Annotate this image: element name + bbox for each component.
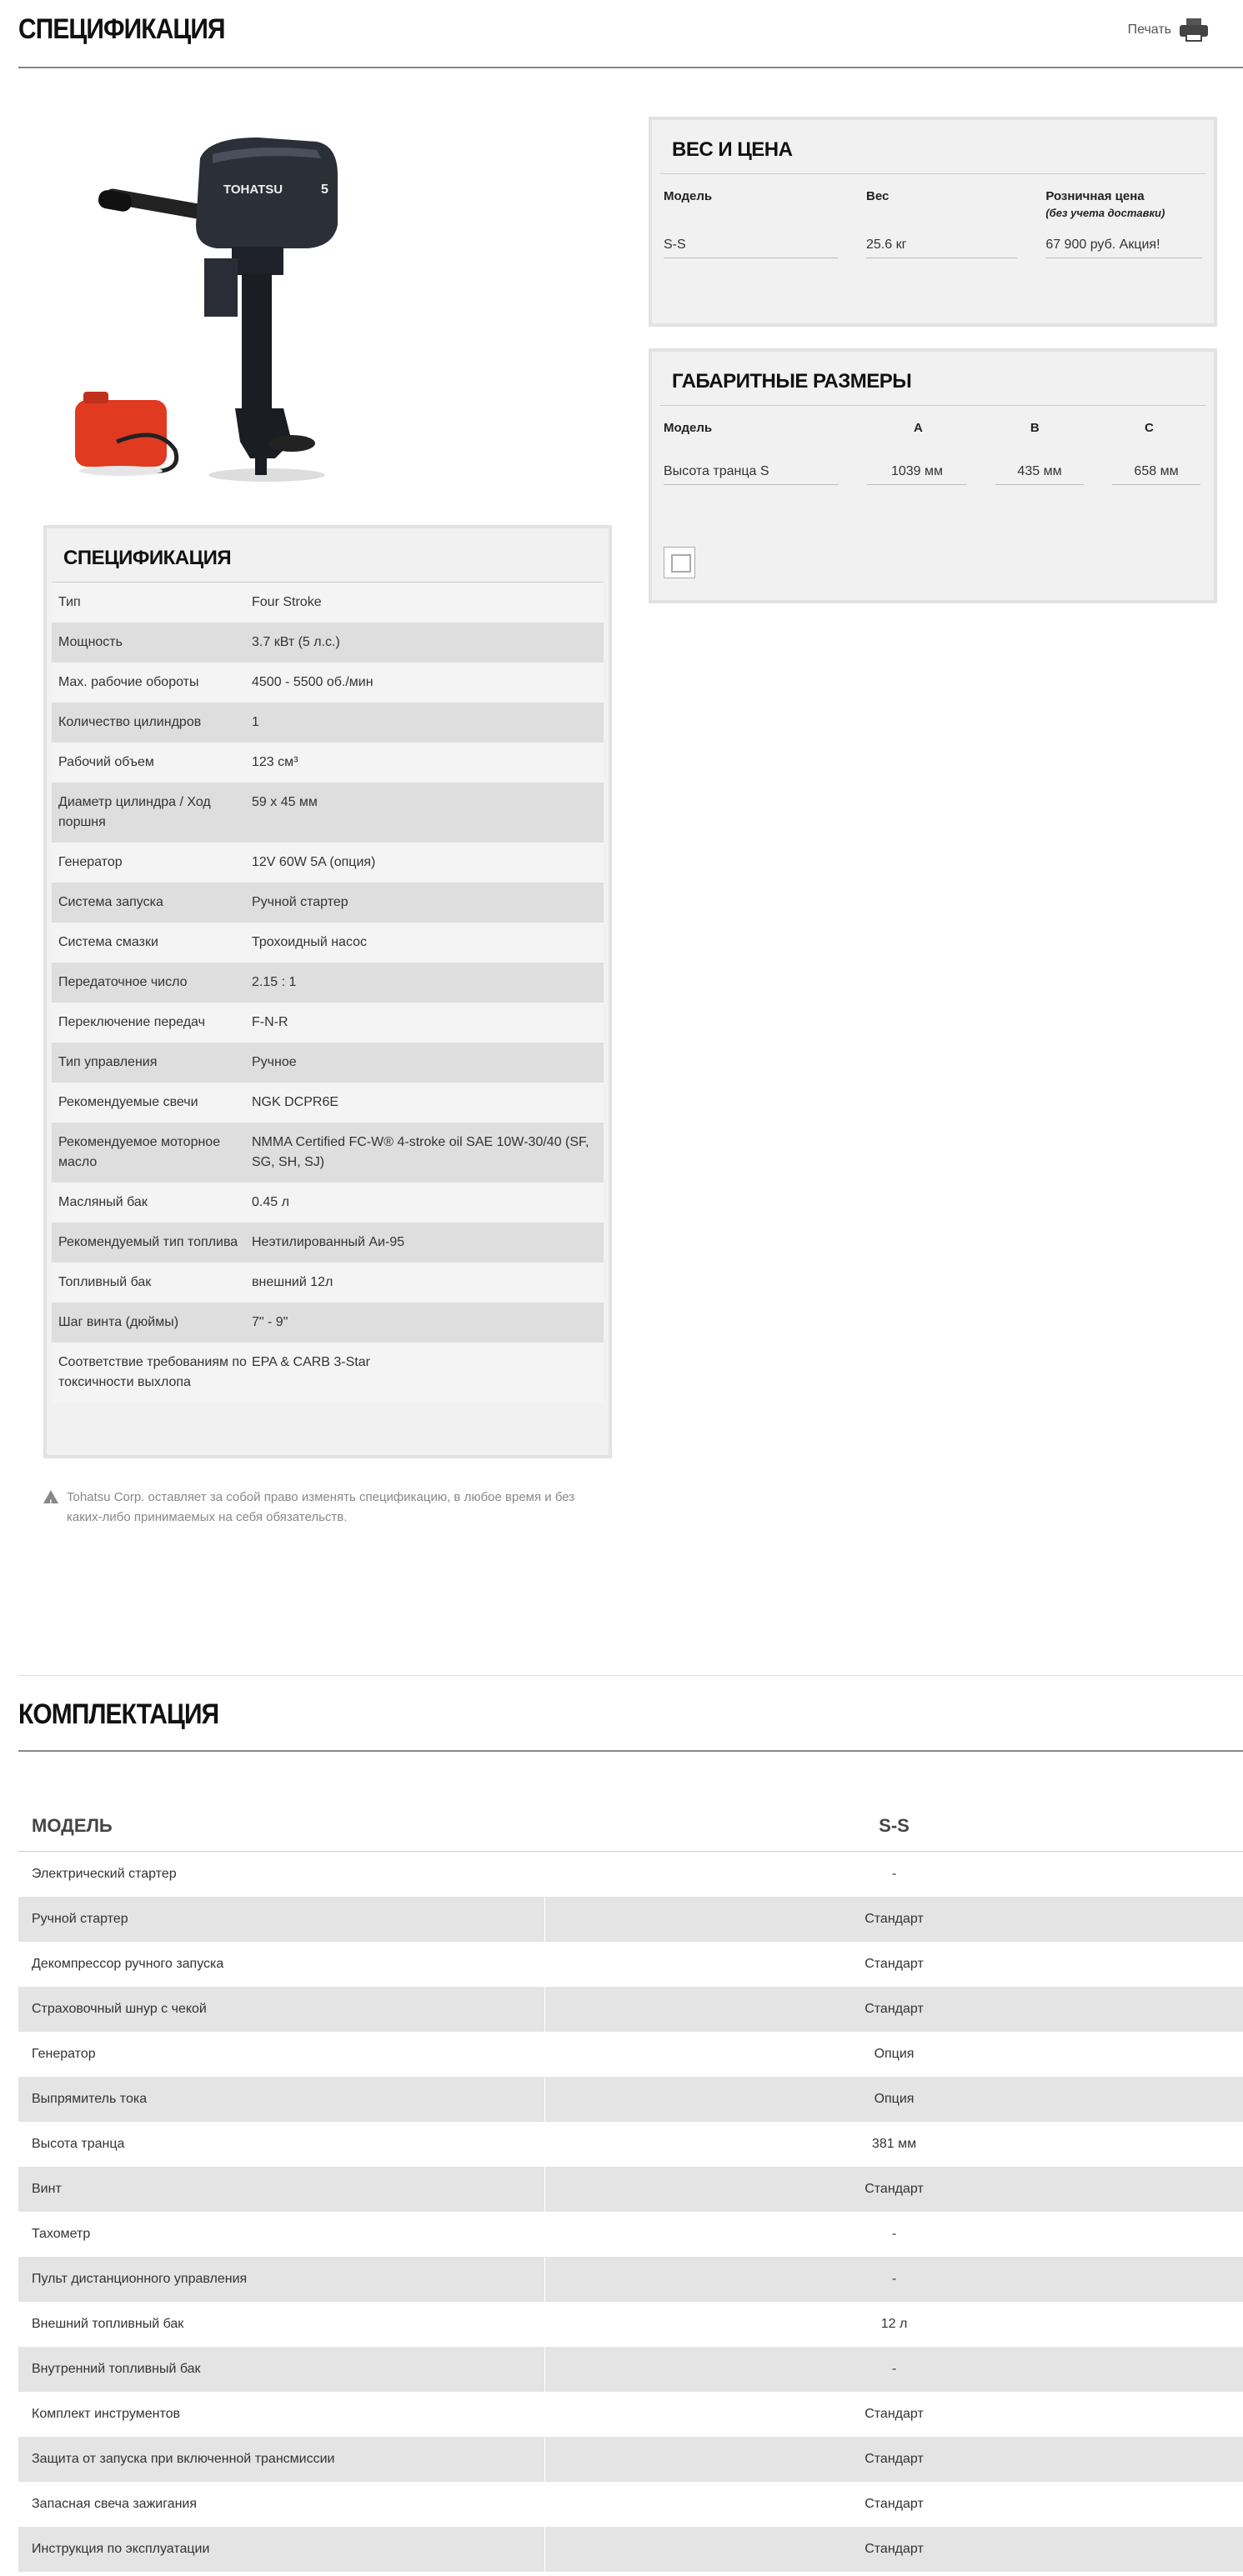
- dim-header-c: C: [1144, 421, 1154, 435]
- equipment-row: [18, 2347, 1243, 2392]
- spec-label: Количество цилиндров: [58, 715, 202, 729]
- weight-price-panel: [649, 117, 1217, 327]
- price-header-weight: Вес: [865, 189, 890, 203]
- dim-b-value: 435 мм: [995, 459, 1084, 485]
- spec-row: [52, 1343, 604, 1403]
- spec-row: [52, 1303, 604, 1343]
- equipment-header-value: S-S: [879, 1814, 910, 1836]
- dimensions-panel: [649, 348, 1217, 603]
- spec-row: [52, 843, 604, 883]
- spec-label: Рабочий объем: [58, 755, 154, 769]
- spec-label: Рекомендуемый тип топлива: [58, 1235, 238, 1249]
- equipment-title: КОМПЛЕКТАЦИЯ: [18, 1698, 219, 1730]
- equipment-value: Опция: [874, 2047, 915, 2061]
- dim-header-model: Модель: [664, 421, 713, 435]
- spec-row: [52, 623, 604, 663]
- equipment-value: 381 мм: [871, 2137, 917, 2151]
- dim-header-b: B: [1030, 421, 1040, 435]
- equipment-value: -: [891, 2362, 897, 2376]
- spec-label: Система смазки: [58, 935, 158, 949]
- equipment-table-header: [18, 1800, 1243, 1852]
- spec-row: [52, 1223, 604, 1263]
- equipment-row: [18, 2437, 1243, 2482]
- price-header-price: [1045, 174, 1202, 233]
- equipment-row: [18, 2302, 1243, 2347]
- spec-row: [52, 743, 604, 783]
- equipment-label: Запасная свеча зажигания: [32, 2497, 198, 2511]
- price-value: 67 900 руб. Акция!: [1045, 233, 1202, 258]
- equipment-row: [18, 1942, 1243, 1987]
- equipment-label: Инструкция по эксплуатации: [18, 2527, 545, 2572]
- dim-c-value: 658 мм: [1112, 459, 1200, 485]
- page-header: [18, 0, 1243, 68]
- equipment-label: Винт: [18, 2167, 545, 2212]
- spec-value: внешний 12л: [252, 1275, 333, 1289]
- equipment-label: Тахометр: [32, 2227, 91, 2241]
- spec-label: Система запуска: [58, 895, 163, 909]
- equipment-value: Стандарт: [865, 2542, 924, 2556]
- equipment-value: Стандарт: [865, 2497, 924, 2511]
- equipment-label: Высота транца: [32, 2137, 125, 2151]
- spec-label: Рекомендуемое моторное масло: [58, 1135, 221, 1169]
- spec-label: Топливный бак: [58, 1275, 152, 1289]
- spec-value: 1: [252, 715, 259, 729]
- warning-icon: !: [43, 1490, 58, 1503]
- equipment-header: [18, 1692, 1243, 1752]
- equipment-label: Страховочный шнур с чекой: [18, 1987, 545, 2032]
- equipment-table: [18, 1800, 1243, 2572]
- spec-row: [52, 583, 604, 623]
- equipment-row: [18, 2167, 1243, 2212]
- spec-label: Диаметр цилиндра / Ход поршня: [58, 795, 211, 829]
- price-weight-value: 25.6 кг: [866, 233, 1017, 258]
- dim-model-value: Высота транца S: [664, 459, 839, 485]
- spec-label: Тип управления: [58, 1055, 158, 1069]
- page-title: СПЕЦИФИКАЦИЯ: [18, 13, 225, 45]
- spec-label: Max. рабочие обороты: [58, 675, 199, 689]
- spec-label: Тип: [58, 595, 81, 609]
- spec-row: [52, 663, 604, 703]
- equipment-row: [18, 2122, 1243, 2167]
- price-header-sub: (без учета доставки): [1045, 207, 1165, 219]
- spec-value: 59 x 45 мм: [252, 795, 318, 809]
- spec-value: 7" - 9": [252, 1315, 288, 1329]
- print-label: Печать: [1127, 23, 1171, 37]
- equipment-row: [18, 2527, 1243, 2572]
- equipment-row: [18, 1897, 1243, 1942]
- spec-label: Рекомендуемые свечи: [58, 1095, 198, 1109]
- disclaimer: [43, 1488, 610, 1528]
- dimensions-title: ГАБАРИТНЫЕ РАЗМЕРЫ: [660, 352, 1205, 406]
- spec-table: [52, 583, 604, 1403]
- printer-icon: [1180, 18, 1208, 42]
- equipment-label: Генератор: [32, 2047, 96, 2061]
- spec-panel-title: СПЕЦИФИКАЦИЯ: [52, 528, 604, 583]
- equipment-row: [18, 2212, 1243, 2257]
- equipment-row: [18, 1987, 1243, 2032]
- spec-value: F-N-R: [252, 1015, 288, 1029]
- equipment-label: Пульт дистанционного управления: [18, 2257, 545, 2302]
- brand-mark: TOHATSU: [223, 183, 283, 197]
- spec-label: Мощность: [58, 635, 123, 649]
- equipment-row: [18, 2077, 1243, 2122]
- spec-value: 12V 60W 5A (опция): [252, 855, 376, 869]
- price-header-label: Розничная цена: [1045, 189, 1145, 203]
- spec-row: [52, 963, 604, 1003]
- equipment-label: Выпрямитель тока: [18, 2077, 545, 2122]
- spec-row: [52, 1263, 604, 1303]
- equipment-label: Ручной стартер: [18, 1897, 545, 1942]
- dim-a-value: 1039 мм: [867, 459, 967, 485]
- equipment-value: Опция: [874, 2092, 915, 2106]
- equipment-row: [18, 2257, 1243, 2302]
- spec-value: 2.15 : 1: [252, 975, 297, 989]
- equipment-value: Стандарт: [865, 2002, 924, 2016]
- spec-value: NGK DCPR6E: [252, 1095, 339, 1109]
- spec-row: [52, 883, 604, 923]
- spec-label: Генератор: [58, 855, 123, 869]
- spec-row: [52, 1183, 604, 1223]
- spec-value: Ручное: [252, 1055, 297, 1069]
- spec-row: [52, 1043, 604, 1083]
- spec-panel: [43, 525, 612, 1458]
- dim-header-a: A: [913, 421, 923, 435]
- equipment-row: [18, 2392, 1243, 2437]
- equipment-value: Стандарт: [865, 2407, 924, 2421]
- spec-label: Шаг винта (дюймы): [58, 1315, 179, 1329]
- equipment-value: -: [891, 2272, 897, 2286]
- product-image: [42, 92, 459, 500]
- spec-row: [52, 1123, 604, 1183]
- spec-value: 3.7 кВт (5 л.с.): [252, 635, 340, 649]
- spec-row: [52, 923, 604, 963]
- equipment-value: Стандарт: [865, 1957, 924, 1971]
- disclaimer-text: Tohatsu Corp. оставляет за собой право изменять спецификацию, в любое время и без каких-либо принимаемых на себя обязательств.: [67, 1490, 575, 1524]
- section-divider: [18, 1675, 1243, 1676]
- equipment-label: Внешний топливный бак: [32, 2317, 184, 2331]
- equipment-label: Декомпрессор ручного запуска: [32, 1957, 224, 1971]
- equipment-row: [18, 1852, 1243, 1897]
- spec-value: Неэтилированный Аи-95: [252, 1235, 405, 1249]
- equipment-label: Комплект инструментов: [32, 2407, 180, 2421]
- spec-row: [52, 1003, 604, 1043]
- spec-label: Масляный бак: [58, 1195, 148, 1209]
- equipment-value: Стандарт: [865, 2452, 924, 2466]
- weight-price-title: ВЕС И ЦЕНА: [660, 120, 1205, 174]
- equipment-value: 12 л: [880, 2317, 908, 2331]
- dimensions-image-icon[interactable]: [664, 547, 695, 578]
- price-header-model: Модель: [664, 189, 713, 203]
- price-model-value: S-S: [664, 233, 838, 258]
- equipment-row: [18, 2032, 1243, 2077]
- spec-value: Four Stroke: [252, 595, 322, 609]
- spec-value: EPA & CARB 3-Star: [252, 1355, 370, 1369]
- spec-value: 0.45 л: [252, 1195, 289, 1209]
- equipment-value: -: [891, 2227, 897, 2241]
- spec-value: Ручной стартер: [252, 895, 348, 909]
- equipment-label: Внутренний топливный бак: [18, 2347, 545, 2392]
- print-button[interactable]: [1128, 18, 1208, 42]
- model-badge: 5: [321, 183, 328, 197]
- spec-value: 4500 - 5500 об./мин: [252, 675, 373, 689]
- equipment-value: Стандарт: [865, 1912, 924, 1926]
- spec-value: NMMA Certified FC-W® 4-stroke oil SAE 10W-30/40 (SF, SG, SH, SJ): [252, 1135, 589, 1169]
- spec-label: Переключение передач: [58, 1015, 205, 1029]
- equipment-header-model: МОДЕЛЬ: [32, 1814, 113, 1836]
- spec-row: [52, 1083, 604, 1123]
- equipment-label: Защита от запуска при включенной трансмиссии: [18, 2437, 545, 2482]
- equipment-label: Электрический стартер: [32, 1867, 177, 1881]
- spec-value: Трохоидный насос: [252, 935, 368, 949]
- spec-row: [52, 783, 604, 843]
- spec-value: 123 см³: [252, 755, 298, 769]
- spec-label: Соответствие требованиям по токсичности выхлопа: [58, 1355, 247, 1389]
- spec-row: [52, 703, 604, 743]
- equipment-value: -: [891, 1867, 897, 1881]
- equipment-row: [18, 2482, 1243, 2527]
- equipment-value: Стандарт: [865, 2182, 924, 2196]
- spec-label: Передаточное число: [58, 975, 188, 989]
